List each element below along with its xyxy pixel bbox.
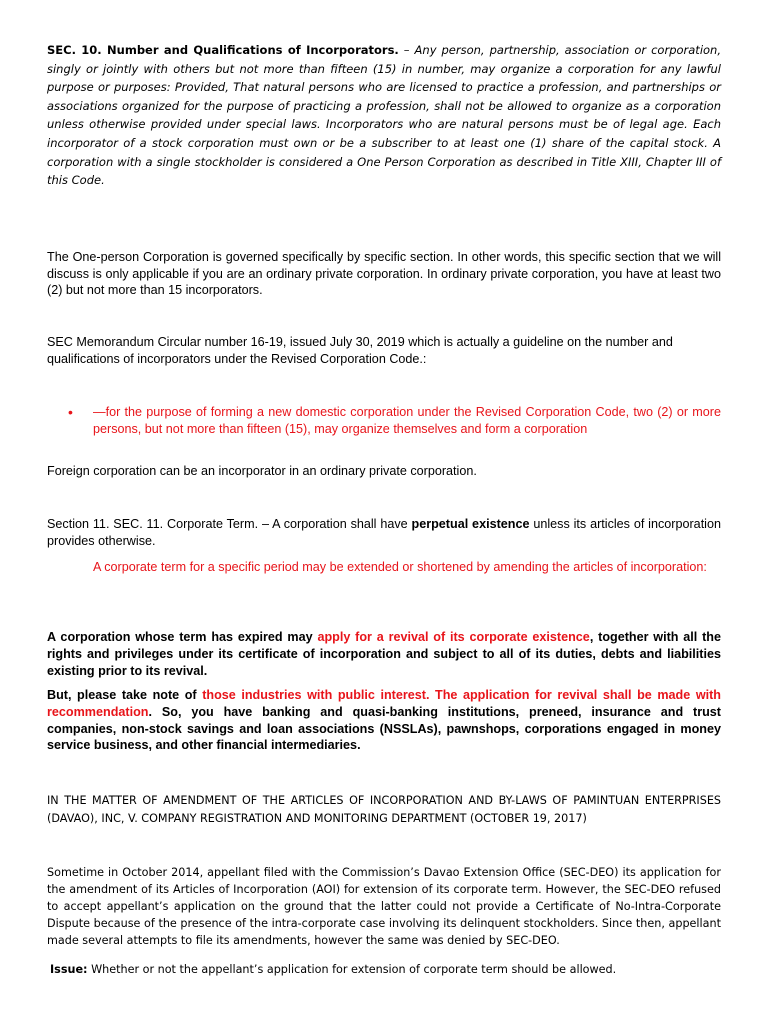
- public-interest-highlight: those industries with public interest. The application for revival shall be made with recommendation: [47, 688, 722, 719]
- corporate-term-note: A corporate term for a specific period may be extended or shortened by amending the articles of incorporation:: [93, 560, 707, 574]
- perpetual-existence-bold: perpetual existence: [411, 517, 530, 531]
- issue-label: Issue:: [50, 963, 88, 976]
- section-10-paragraph: [47, 41, 721, 190]
- opc-paragraph: The One-person Corporation is governed specifically by specific section. In other words, this specific section that we will discuss is only applicable if you are an ordinary private corporation. In ordinary private corporation, you have at least two (2) but not more than 15 incorporators.: [47, 250, 721, 298]
- revival-paragraph: [47, 629, 721, 679]
- public-interest-lead: But, please take note of: [47, 688, 203, 702]
- section-11-tail: unless its articles of incorporation provides otherwise.: [47, 517, 721, 548]
- issue-text: Whether or not the appellant’s application for extension of corporate term should be allowed.: [87, 963, 617, 976]
- revival-highlight: apply for a revival of its corporate existence: [317, 630, 590, 644]
- case-title: IN THE MATTER OF AMENDMENT OF THE ARTICLES OF INCORPORATION AND BY-LAWS OF PAMINTUAN ENTERPRISES (DAVAO), INC, V. COMPANY REGISTRATION AND MONITORING DEPARTMENT (OCTOBER 19, 2017): [47, 794, 721, 825]
- public-interest-paragraph: [47, 687, 721, 754]
- foreign-corporation-paragraph: Foreign corporation can be an incorporator in an ordinary private corporation.: [47, 464, 477, 478]
- issue-paragraph: [50, 961, 724, 978]
- bullet-icon: •: [68, 404, 73, 420]
- section-10-heading: SEC. 10. Number and Qualifications of Incorporators.: [47, 43, 399, 57]
- section-11-paragraph: [47, 516, 721, 549]
- revival-tail: , together with all the rights and privileges under its certificate of incorporation and subject to all of its duties, debts and liabilities existing prior to its revival.: [47, 630, 721, 678]
- section-11-lead: Section 11. SEC. 11. Corporate Term. – A corporation shall have: [47, 517, 412, 531]
- bullet-text: —for the purpose of forming a new domestic corporation under the Revised Corporation Code, two (2) or more persons, but not more than fifteen (15), may organize themselves and form a corporation: [93, 405, 721, 436]
- memo-circular-paragraph: SEC Memorandum Circular number 16-19, issued July 30, 2019 which is actually a guideline on the number and qualifications of incorporators under the Revised Corporation Code.:: [47, 335, 673, 366]
- public-interest-tail: . So, you have banking and quasi-banking institutions, preneed, insurance and trust companies, non-stock savings and loan associations (NSSLAs), pawnshops, corporations engaged in money service business, and other financial intermediaries.: [47, 704, 721, 753]
- revival-lead: A corporation whose term has expired may: [47, 630, 318, 644]
- case-facts-paragraph: Sometime in October 2014, appellant filed with the Commission’s Davao Extension Office (SEC-DEO) its application for the amendment of its Articles of Incorporation (AOI) for extension of its corporate term. However, the SEC-DEO refused to accept appellant’s application on the ground that the latter could not provide a Certificate of No-Intra-Corporate Dispute because of the presence of the intra-corporate case involving its delinquent stockholders. Since then, appellant made several attempts to file its amendments, however the same was denied by SEC-DEO.: [47, 866, 721, 947]
- section-10-body: – Any person, partnership, association or corporation, singly or jointly with others but not more than fifteen (15) in number, may organize a corporation for any lawful purpose or purposes: Provided, That natural persons who are licensed to practice a profession, and partnerships or associations organized for the purpose of practicing a profession, shall not be allowed to organize as a corporation unless otherwise provided under special laws. Incorporators who are natural persons must be of legal age. Each incorporator of a stock corporation must own or be a subscriber to at least one (1) share of the capital stock. A corporation with a single stockholder is considered a One Person Corporation as described in Title XIII, Chapter III of this Code.: [47, 43, 721, 188]
